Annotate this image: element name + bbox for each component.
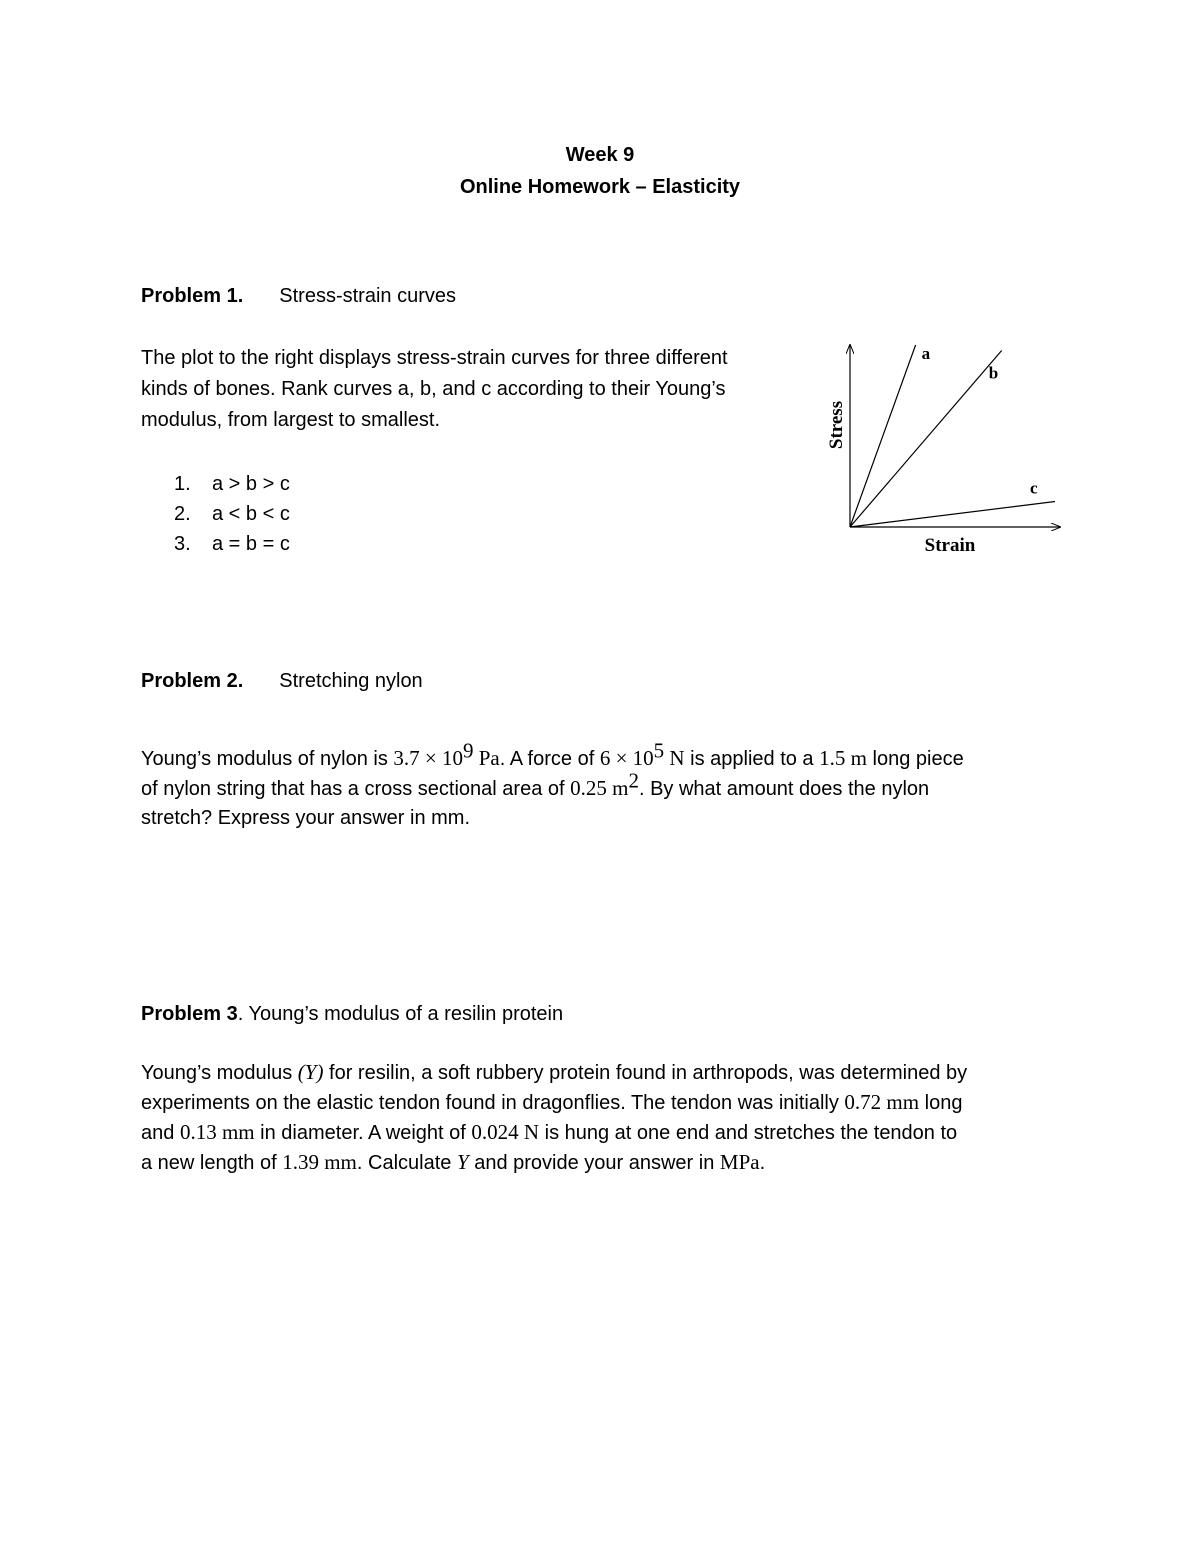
problem-1-title: Stress-strain curves	[279, 285, 456, 307]
problem-3-body	[141, 1058, 967, 1178]
problem-2-title: Stretching nylon	[279, 670, 423, 692]
problem-3-label: Problem 3	[141, 1003, 238, 1025]
curve-label-b: b	[988, 363, 999, 383]
problem-3-line-2: experiments on the elastic tendon found in dragonflies. The tendon was initially 0.72 mm long	[141, 1090, 963, 1114]
answer-options	[174, 469, 290, 559]
problem-1-body	[141, 343, 728, 436]
curve-a	[850, 345, 916, 527]
problem-3-line-3: and 0.13 mm in diameter. A weight of 0.024 N is hung at one end and stretches the tendon to	[141, 1120, 958, 1144]
problem-1-heading	[141, 285, 456, 308]
problem-2-body	[141, 738, 964, 833]
problem-2-line-3: stretch? Express your answer in mm.	[141, 807, 470, 829]
problem-3-heading	[141, 1003, 563, 1026]
answer-option: 2. a < b < c	[174, 503, 290, 525]
problem-1-line-2: kinds of bones. Rank curves a, b, and c according to their Young’s	[141, 378, 726, 400]
problem-1-line-3: modulus, from largest to smallest.	[141, 409, 440, 431]
curve-label-a: a	[921, 344, 931, 363]
x-axis-label: Strain	[924, 535, 976, 556]
y-axis-label: Stress	[826, 400, 847, 450]
problem-1-label: Problem 1.	[141, 285, 244, 307]
curve-b	[850, 350, 1002, 527]
problem-1-line-1: The plot to the right displays stress-strain curves for three different	[141, 347, 728, 369]
problem-2-heading	[141, 670, 423, 693]
problem-2-line-2: of nylon string that has a cross sectional area of 0.25 $m^2$. By what amount does the nylon	[141, 768, 930, 800]
problem-3-title: . Young’s modulus of a resilin protein	[237, 1003, 564, 1025]
problem-2-line-1: Young’s modulus of nylon is $3.7 \times 10^9$ Pa. A force of $6 \times 10^5$ N is applied to a 1.5 m long piece	[141, 738, 964, 770]
problem-3-line-4: a new length of 1.39 mm. Calculate Y and provide your answer in MPa.	[141, 1150, 766, 1174]
answer-option: 1. a > b > c	[174, 473, 290, 495]
week-title: Week 9	[565, 144, 635, 166]
curve-label-c: c	[1030, 478, 1038, 498]
stress-strain-chart	[810, 335, 1080, 565]
answer-option: 3. a = b = c	[174, 533, 290, 555]
problem-2-label: Problem 2.	[141, 670, 244, 692]
page-title: Online Homework – Elasticity	[459, 176, 741, 198]
curve-c	[850, 502, 1055, 527]
problem-3-line-1: Young’s modulus (Y) for resilin, a soft rubbery protein found in arthropods, was determined by	[141, 1060, 968, 1084]
